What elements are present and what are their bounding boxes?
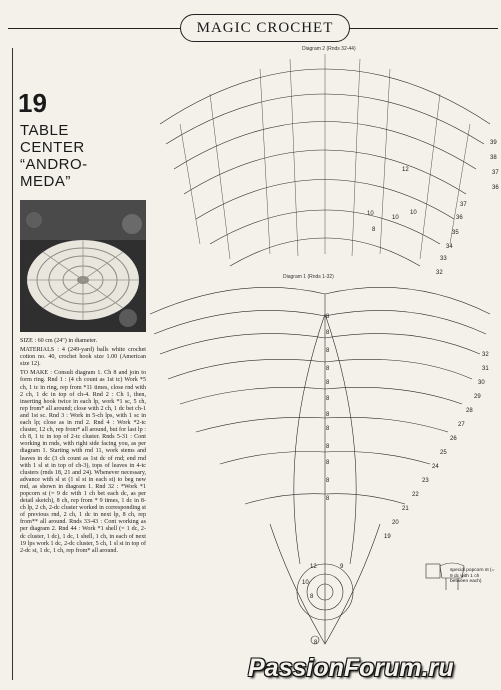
title-line: MEDA”: [20, 173, 71, 190]
doily-photo-image: [20, 200, 146, 332]
column-rule: [12, 48, 13, 680]
svg-text:8: 8: [326, 496, 330, 502]
svg-text:36: 36: [456, 215, 463, 221]
svg-text:10: 10: [302, 580, 309, 586]
diagram-2-chart: [160, 54, 490, 266]
svg-text:8: 8: [326, 348, 330, 354]
svg-text:8: 8: [326, 426, 330, 432]
svg-text:28: 28: [466, 408, 473, 414]
svg-text:23: 23: [422, 478, 429, 484]
svg-text:10: 10: [410, 210, 417, 216]
size-paragraph: SIZE : 60 cm (24") in diameter.: [20, 338, 98, 344]
instructions-text: [20, 338, 146, 557]
svg-text:32: 32: [482, 352, 489, 358]
diagram-1-chart: [150, 287, 490, 644]
svg-text:39: 39: [490, 140, 497, 146]
svg-text:20: 20: [392, 520, 399, 526]
svg-text:8: 8: [326, 412, 330, 418]
svg-text:22: 22: [412, 492, 419, 498]
svg-text:8: 8: [326, 366, 330, 372]
doily-photo: [20, 200, 146, 332]
diagram-2-label: Diagram 2 (Rnds 32-44): [302, 46, 356, 52]
brand-title: MAGIC CROCHET: [180, 14, 350, 42]
svg-text:8: 8: [326, 396, 330, 402]
title-line: TABLE: [20, 122, 69, 139]
svg-text:8: 8: [326, 460, 330, 466]
watermark: PassionForum.ru: [248, 654, 454, 682]
svg-text:34: 34: [446, 244, 453, 250]
svg-text:19: 19: [384, 534, 391, 540]
svg-text:36: 36: [492, 185, 499, 191]
special-popcorn-note: special popcorn st (= 9 dc with 1 ch between each): [450, 568, 495, 584]
svg-text:8: 8: [310, 594, 314, 600]
diagram-1-label: Diagram 1 (Rnds 1-32): [283, 274, 334, 280]
svg-text:27: 27: [458, 422, 465, 428]
svg-text:30: 30: [478, 380, 485, 386]
svg-text:21: 21: [402, 506, 409, 512]
svg-text:8: 8: [326, 478, 330, 484]
svg-text:8: 8: [326, 330, 330, 336]
svg-text:8: 8: [326, 314, 330, 320]
svg-text:25: 25: [440, 450, 447, 456]
svg-text:12: 12: [402, 167, 409, 173]
svg-text:37: 37: [460, 202, 467, 208]
to-make-paragraph: TO MAKE : Consult diagram 1. Ch 8 and join to form ring. Rnd 1 : (4 ch count as 1st tc) Work *5 ch, 1 tc in ring, rep from *11 times, close rnd with 2 ch, 1 dc in top of ch-4. Rnd 2 : Ch 1, then, inserting hook twice in each lp, work *1 sc, 5 ch, rep from* all around; close with 2 ch, 1 dc bet ch-1 and 1st sc. Rnd 3 : Work in 5-ch lps, with 1 sc in each lp; close as in rnd 2. Rnd 4 : Work *2-tc cluster, 12 ch, rep from* all around, but for last lp : ch 8, 1 tc in top of 2-tc cluster. Rnds 5-31 : Cont working in rnds, with right side facing you, as per diagram 1. Starting with rnd 11, work stems and leaves in dc (3 ch count as 1st dc of rnd; end rnd with 1 sl st in top of ch-3), tops of leaves in 4-tc clusters (rnds 18, 21 and 24). Whenever necessary, advance with sl st (1 sl st in each st) to beg new rnd, as shown in diagram 1. Rnd 32 : *Work *1 popcorn st (= 9 dc with 1 ch bet each dc, as per detail sketch), 8 ch, rep from * 9 times, 1 dc in 8-ch lp, 2 ch, 2-dc cluster worked in corresponding st of previous rnd, 2 ch, 1 dc in next lp, 8 ch, rep from** all around. Rnds 33-43 : Cont working as per diagram 2. Rnd 44 : Work *1 shell (= 1 dc, 2-dc cluster, 1 dc), 1 dc, 1 shell, 1 ch, in each of next 19 lps work 1 dc, 2-dc cluster, 5 ch, 1 sl st in top of 2-dc st, 1 dc, 1 ch, rep from* all around.: [20, 370, 146, 554]
crochet-diagrams: [140, 44, 501, 684]
materials-paragraph: MATERIALS : 4 (249-yard) balls white crochet cotton no. 40, crochet hook size 1.00 (American size 12).: [20, 347, 146, 368]
svg-text:38: 38: [490, 155, 497, 161]
svg-text:10: 10: [367, 211, 374, 217]
svg-text:8: 8: [326, 380, 330, 386]
svg-text:35: 35: [452, 230, 459, 236]
svg-text:32: 32: [436, 270, 443, 276]
svg-text:37: 37: [492, 170, 499, 176]
svg-text:31: 31: [482, 366, 489, 372]
svg-text:29: 29: [474, 394, 481, 400]
pattern-title: [20, 122, 140, 190]
title-line: “ANDRO-: [20, 156, 88, 173]
svg-text:10: 10: [392, 215, 399, 221]
svg-text:8: 8: [372, 227, 376, 233]
pattern-number: 19: [18, 88, 47, 118]
svg-text:8: 8: [314, 640, 318, 646]
svg-text:12: 12: [310, 564, 317, 570]
svg-text:8: 8: [326, 444, 330, 450]
svg-text:9: 9: [340, 564, 344, 570]
svg-text:24: 24: [432, 464, 439, 470]
svg-text:26: 26: [450, 436, 457, 442]
title-line: CENTER: [20, 139, 85, 156]
svg-text:33: 33: [440, 256, 447, 262]
